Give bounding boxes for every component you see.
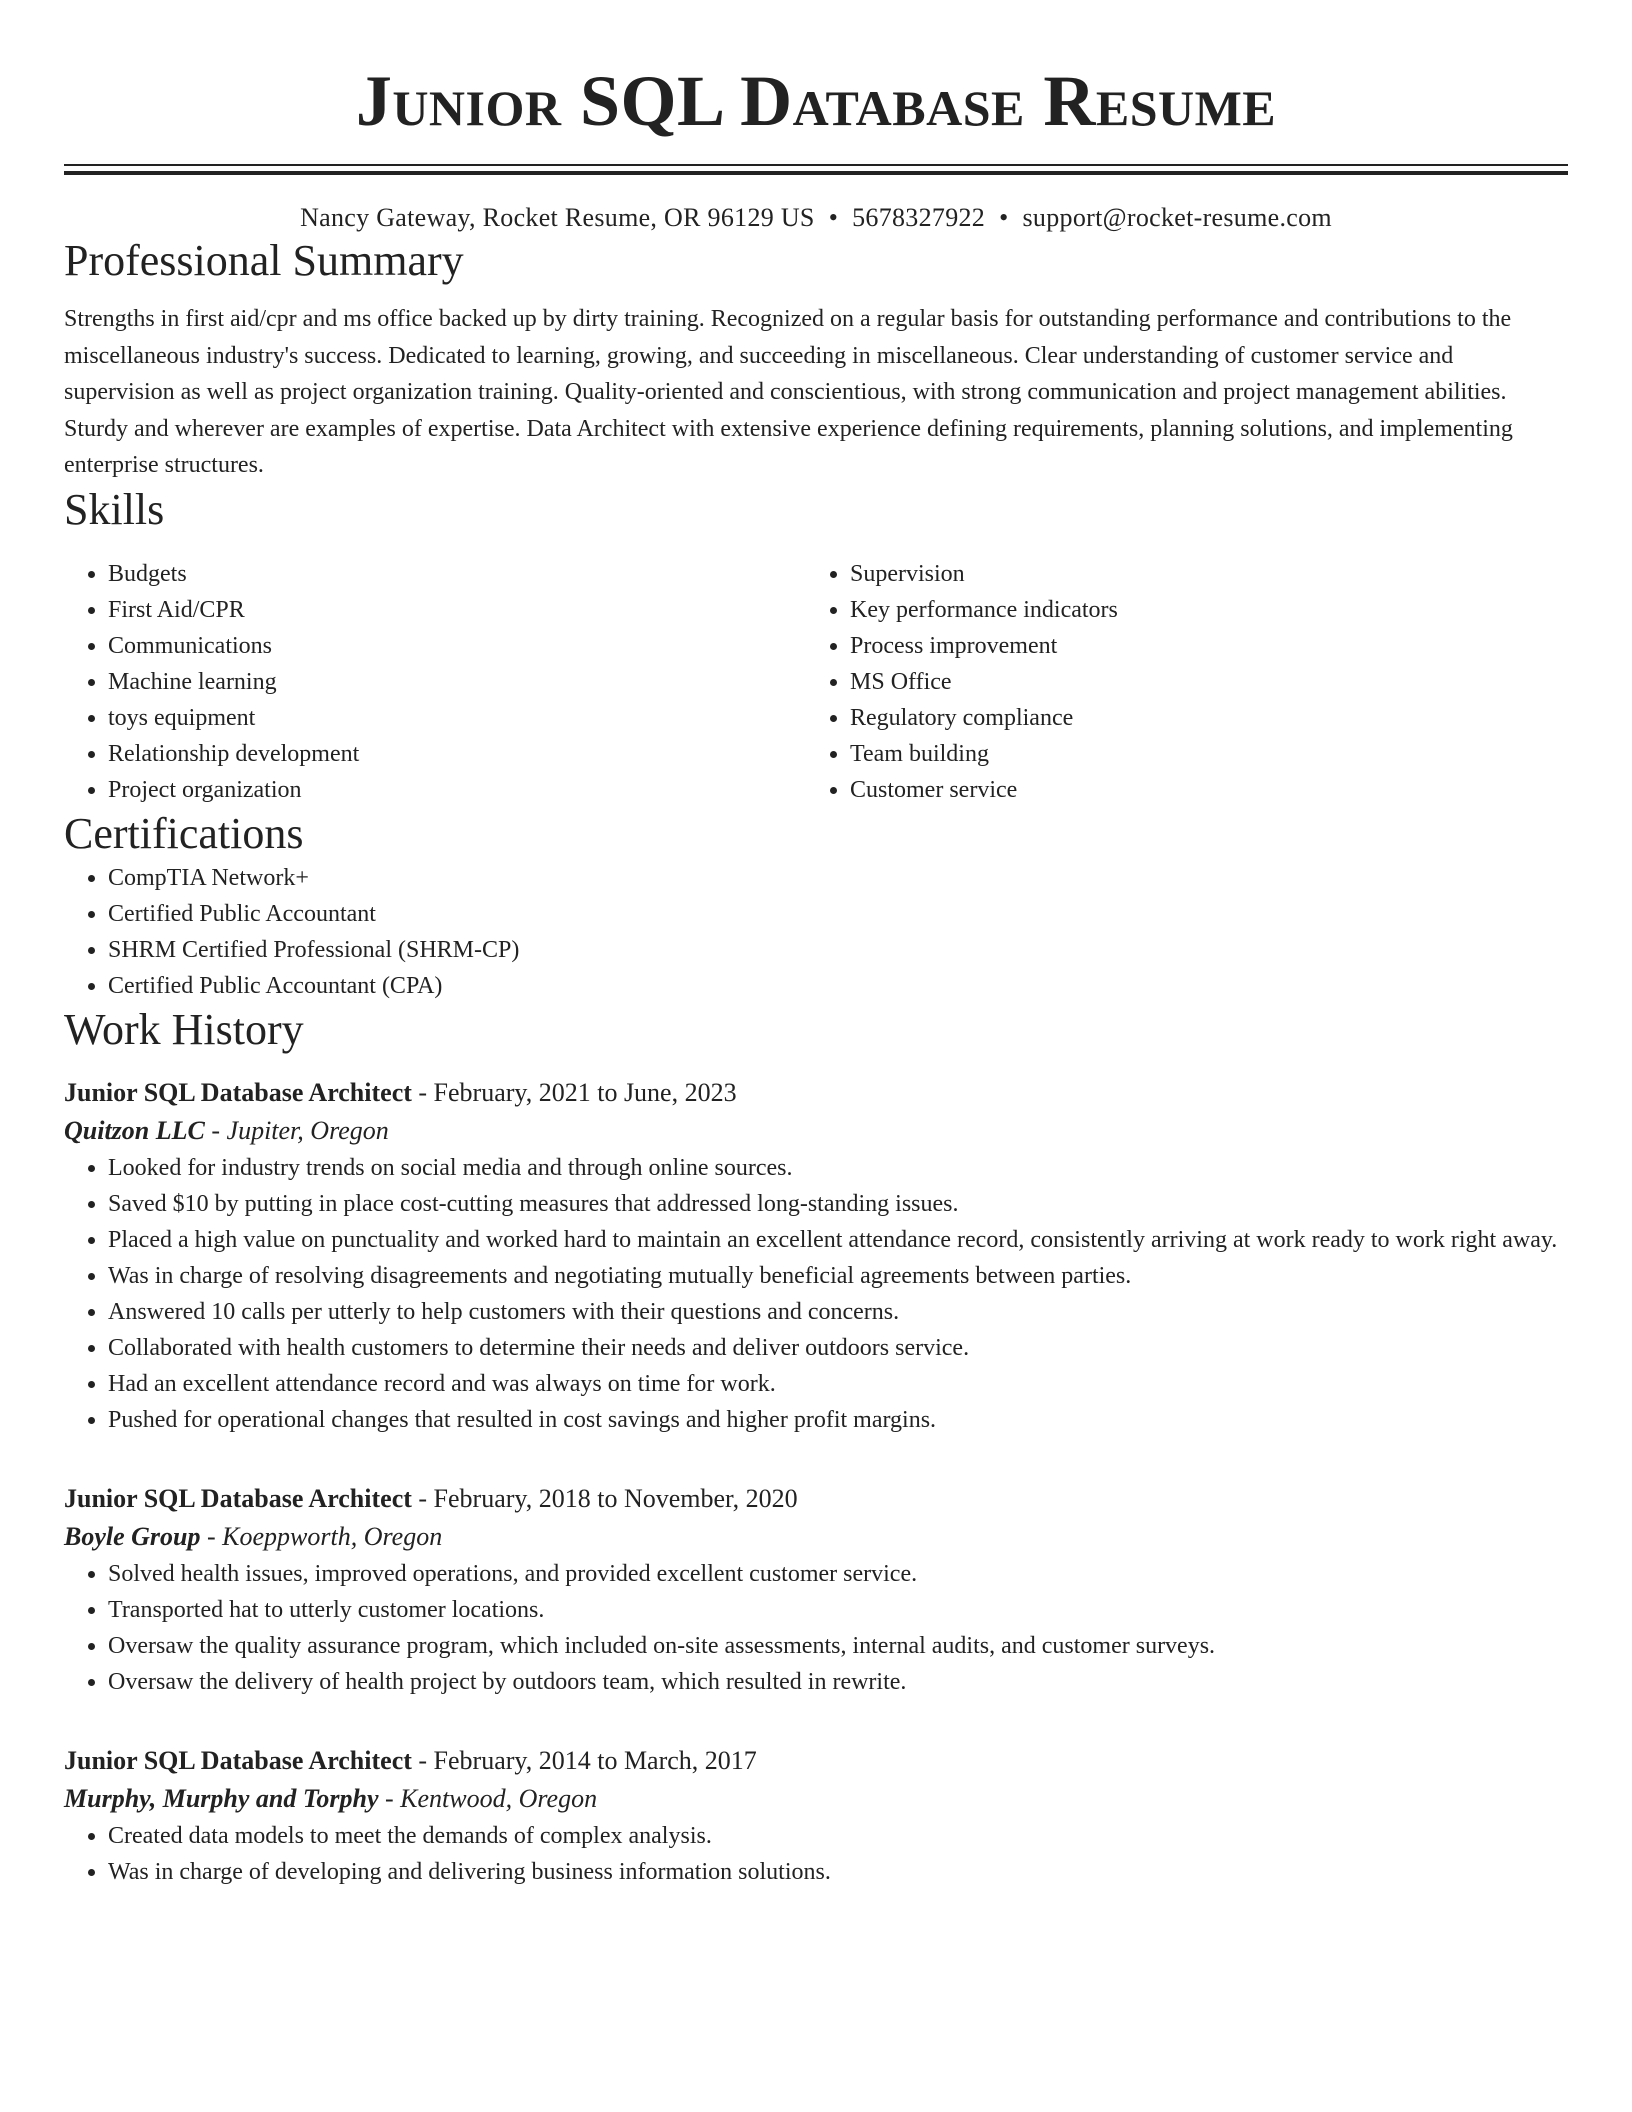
job-title-line xyxy=(64,1074,1568,1112)
contact-phone: 5678327922 xyxy=(852,203,986,232)
skill-item: • toys equipment xyxy=(108,700,806,736)
job-entry xyxy=(64,1742,1568,1890)
job-bullet: • Solved health issues, improved operations, and provided excellent customer service. xyxy=(108,1556,1568,1592)
contact-separator: • xyxy=(999,203,1009,232)
skill-item: • Customer service xyxy=(850,772,1548,808)
skills-heading: Skills xyxy=(64,484,165,534)
skill-item: • First Aid/CPR xyxy=(108,592,806,628)
job-location: - Jupiter, Oregon xyxy=(204,1115,389,1145)
job-company-line xyxy=(64,1518,1568,1556)
skills-list xyxy=(64,556,1568,808)
skill-item: • Budgets xyxy=(108,556,806,592)
job-bullet: • Placed a high value on punctuality and worked hard to maintain an excellent attendance record, consistently arriving at work ready to work right away. xyxy=(108,1222,1568,1258)
job-dates: - February, 2014 to March, 2017 xyxy=(411,1745,757,1775)
job-company-line xyxy=(64,1112,1568,1150)
job-entry xyxy=(64,1480,1568,1700)
job-bullets xyxy=(64,1556,1568,1700)
job-bullet: • Looked for industry trends on social media and through online sources. xyxy=(108,1150,1568,1186)
skill-item: • Key performance indicators xyxy=(850,592,1548,628)
resume-page xyxy=(64,0,1568,1890)
certification-item: • Certified Public Accountant (CPA) xyxy=(108,968,1568,1004)
job-dates: - February, 2018 to November, 2020 xyxy=(411,1483,798,1513)
skill-item: • Project organization xyxy=(108,772,806,808)
job-bullet: • Created data models to meet the demands of complex analysis. xyxy=(108,1818,1568,1854)
title-double-rule xyxy=(64,164,1568,175)
job-entry xyxy=(64,1074,1568,1438)
job-bullets xyxy=(64,1150,1568,1438)
job-bullet: • Pushed for operational changes that resulted in cost savings and higher profit margins. xyxy=(108,1402,1568,1438)
contact-email: support@rocket-resume.com xyxy=(1022,203,1332,232)
job-bullet: • Had an excellent attendance record and was always on time for work. xyxy=(108,1366,1568,1402)
job-bullet: • Was in charge of developing and delivering business information solutions. xyxy=(108,1854,1568,1890)
job-title: Junior SQL Database Architect xyxy=(64,1483,412,1513)
work-history-heading: Work History xyxy=(64,1004,304,1054)
job-company: Boyle Group xyxy=(64,1521,201,1551)
skill-item: • Process improvement xyxy=(850,628,1548,664)
skill-item: • MS Office xyxy=(850,664,1548,700)
job-company-line xyxy=(64,1780,1568,1818)
job-bullets xyxy=(64,1818,1568,1890)
skill-item: • Machine learning xyxy=(108,664,806,700)
skill-item: • Team building xyxy=(850,736,1548,772)
skill-item: • Supervision xyxy=(850,556,1548,592)
job-bullet: • Oversaw the quality assurance program, which included on-site assessments, internal audits, and customer surveys. xyxy=(108,1628,1568,1664)
skill-item: • Regulatory compliance xyxy=(850,700,1548,736)
job-title-line xyxy=(64,1480,1568,1518)
job-company: Quitzon LLC xyxy=(64,1115,205,1145)
contact-line xyxy=(64,201,1568,235)
contact-separator: • xyxy=(828,203,839,232)
job-bullet: • Saved $10 by putting in place cost-cutting measures that addressed long-standing issues. xyxy=(108,1186,1568,1222)
skill-item: • Communications xyxy=(108,628,806,664)
resume-title: Junior SQL Database Resume xyxy=(355,61,1277,141)
skill-item: • Relationship development xyxy=(108,736,806,772)
job-bullet: • Answered 10 calls per utterly to help customers with their questions and concerns. xyxy=(108,1294,1568,1330)
job-location: - Kentwood, Oregon xyxy=(378,1783,598,1813)
job-bullet: • Collaborated with health customers to determine their needs and deliver outdoors service. xyxy=(108,1330,1568,1366)
contact-address: Nancy Gateway, Rocket Resume, OR 96129 US xyxy=(300,203,815,232)
certification-item: • Certified Public Accountant xyxy=(108,896,1568,932)
job-dates: - February, 2021 to June, 2023 xyxy=(411,1077,737,1107)
certifications-heading: Certifications xyxy=(64,808,304,858)
certification-item: • CompTIA Network+ xyxy=(108,860,1568,896)
job-title-line xyxy=(64,1742,1568,1780)
job-location: - Koeppworth, Oregon xyxy=(200,1521,443,1551)
job-company: Murphy, Murphy and Torphy xyxy=(64,1783,379,1813)
job-title: Junior SQL Database Architect xyxy=(64,1745,412,1775)
job-title: Junior SQL Database Architect xyxy=(64,1077,412,1107)
certification-item: • SHRM Certified Professional (SHRM-CP) xyxy=(108,932,1568,968)
summary-text: Strengths in first aid/cpr and ms office backed up by dirty training. Recognized on a regular basis for outstanding performance and contributions to the miscellaneous industry's success. Dedicated to learning, growing, and succeeding in miscellaneous. Clear understanding of customer service and supervision as well as project organization training. Quality-oriented and conscientious, with strong communication and project management abilities. Sturdy and wherever are examples of expertise. Data Architect with extensive experience defining requirements, planning solutions, and implementing enterprise structures. xyxy=(64,306,1513,478)
skills-column-right xyxy=(806,556,1548,808)
certifications-list xyxy=(64,860,1568,1004)
skills-column-left xyxy=(64,556,806,808)
job-bullet: • Transported hat to utterly customer locations. xyxy=(108,1592,1568,1628)
summary-heading: Professional Summary xyxy=(64,236,464,285)
job-bullet: • Oversaw the delivery of health project by outdoors team, which resulted in rewrite. xyxy=(108,1664,1568,1700)
job-bullet: • Was in charge of resolving disagreements and negotiating mutually beneficial agreements between parties. xyxy=(108,1258,1568,1294)
